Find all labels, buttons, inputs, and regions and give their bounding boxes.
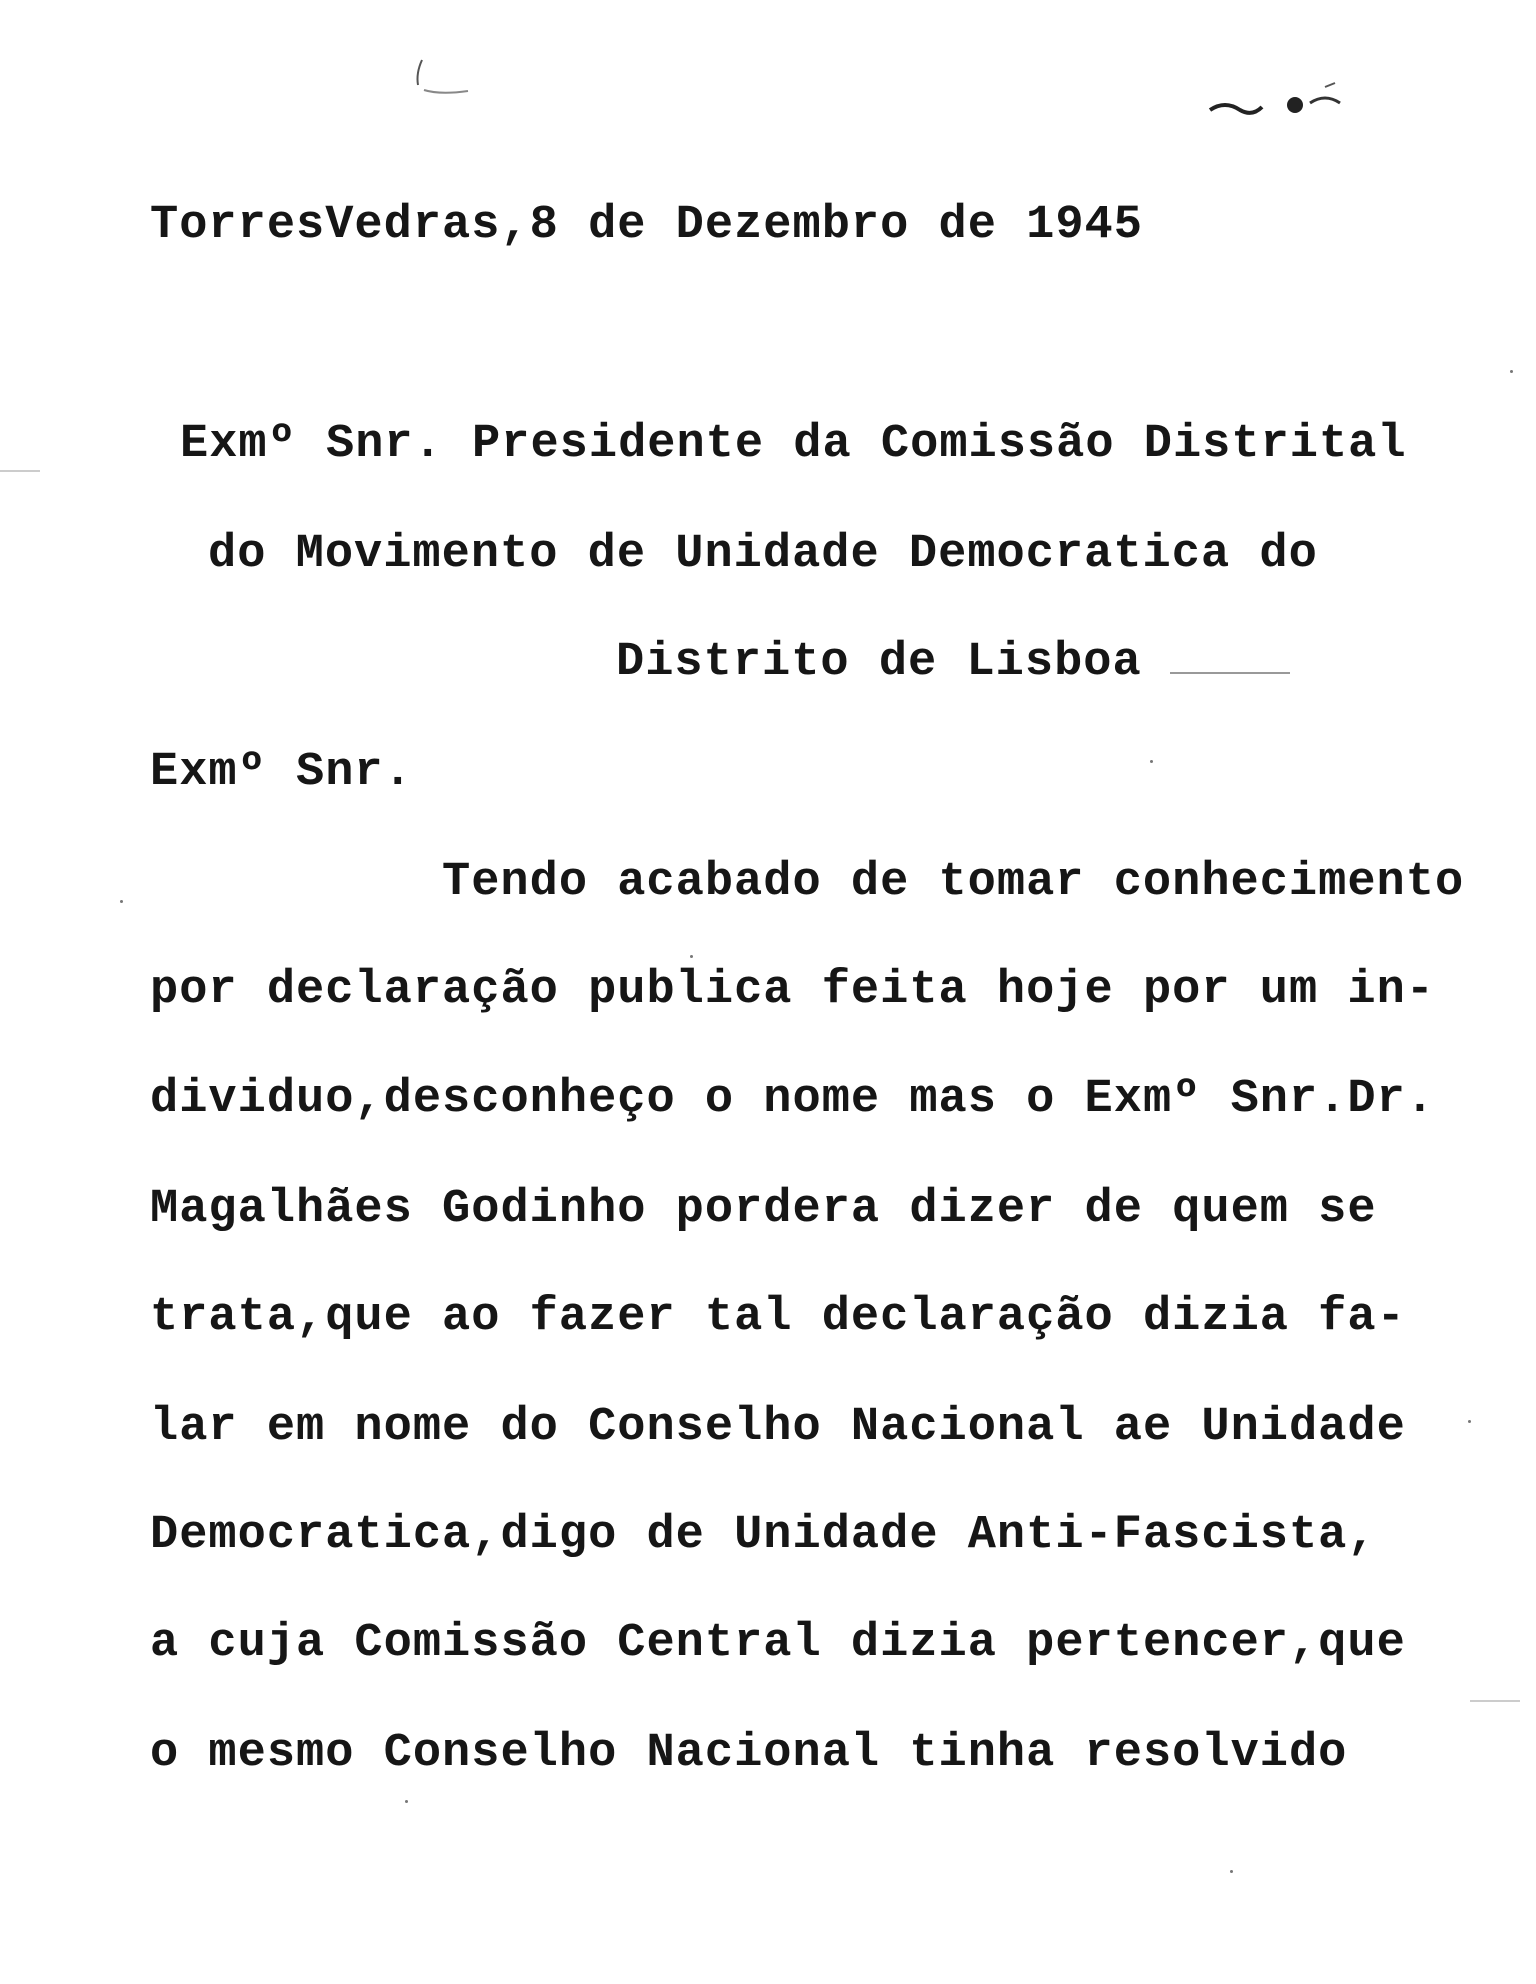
body-line-1: Tendo acabado de tomar conhecimento (442, 856, 1465, 909)
scan-speck (1468, 1420, 1471, 1423)
ink-smudge-top-right (1200, 75, 1360, 135)
addressee-line-3: Distrito de Lisboa (616, 636, 1142, 689)
scan-line (1470, 1700, 1520, 1702)
body-line-8: a cuja Comissão Central dizia pertencer,que (150, 1617, 1406, 1670)
scan-speck (690, 955, 693, 958)
body-line-7: Democratica,digo de Unidade Anti-Fascista, (150, 1509, 1377, 1562)
pen-mark-top-left (410, 55, 480, 100)
body-line-2: por declaração publica feita hoje por um in- (150, 964, 1436, 1017)
addressee-line-1: Exmº Snr. Presidente da Comissão Distrital (180, 418, 1407, 471)
body-line-4: Magalhães Godinho pordera dizer de quem se (150, 1183, 1377, 1236)
scan-line (0, 470, 40, 472)
addressee-line-2: do Movimento de Unidade Democratica do (208, 528, 1318, 581)
body-line-6: lar em nome do Conselho Nacional ae Unidade (150, 1401, 1406, 1454)
scan-speck (1510, 370, 1513, 373)
scan-speck (1230, 1870, 1233, 1873)
scan-speck (1150, 760, 1153, 763)
body-line-5: trata,que ao fazer tal declaração dizia fa- (150, 1291, 1406, 1344)
underline-dash (1170, 672, 1290, 674)
scan-speck (120, 900, 123, 903)
date-line: TorresVedras,8 de Dezembro de 1945 (150, 199, 1143, 252)
body-line-9: o mesmo Conselho Nacional tinha resolvido (150, 1727, 1348, 1780)
scan-speck (405, 1800, 408, 1803)
salutation: Exmº Snr. (150, 746, 413, 799)
body-line-3: dividuo,desconheço o nome mas o Exmº Snr.Dr. (150, 1073, 1436, 1126)
